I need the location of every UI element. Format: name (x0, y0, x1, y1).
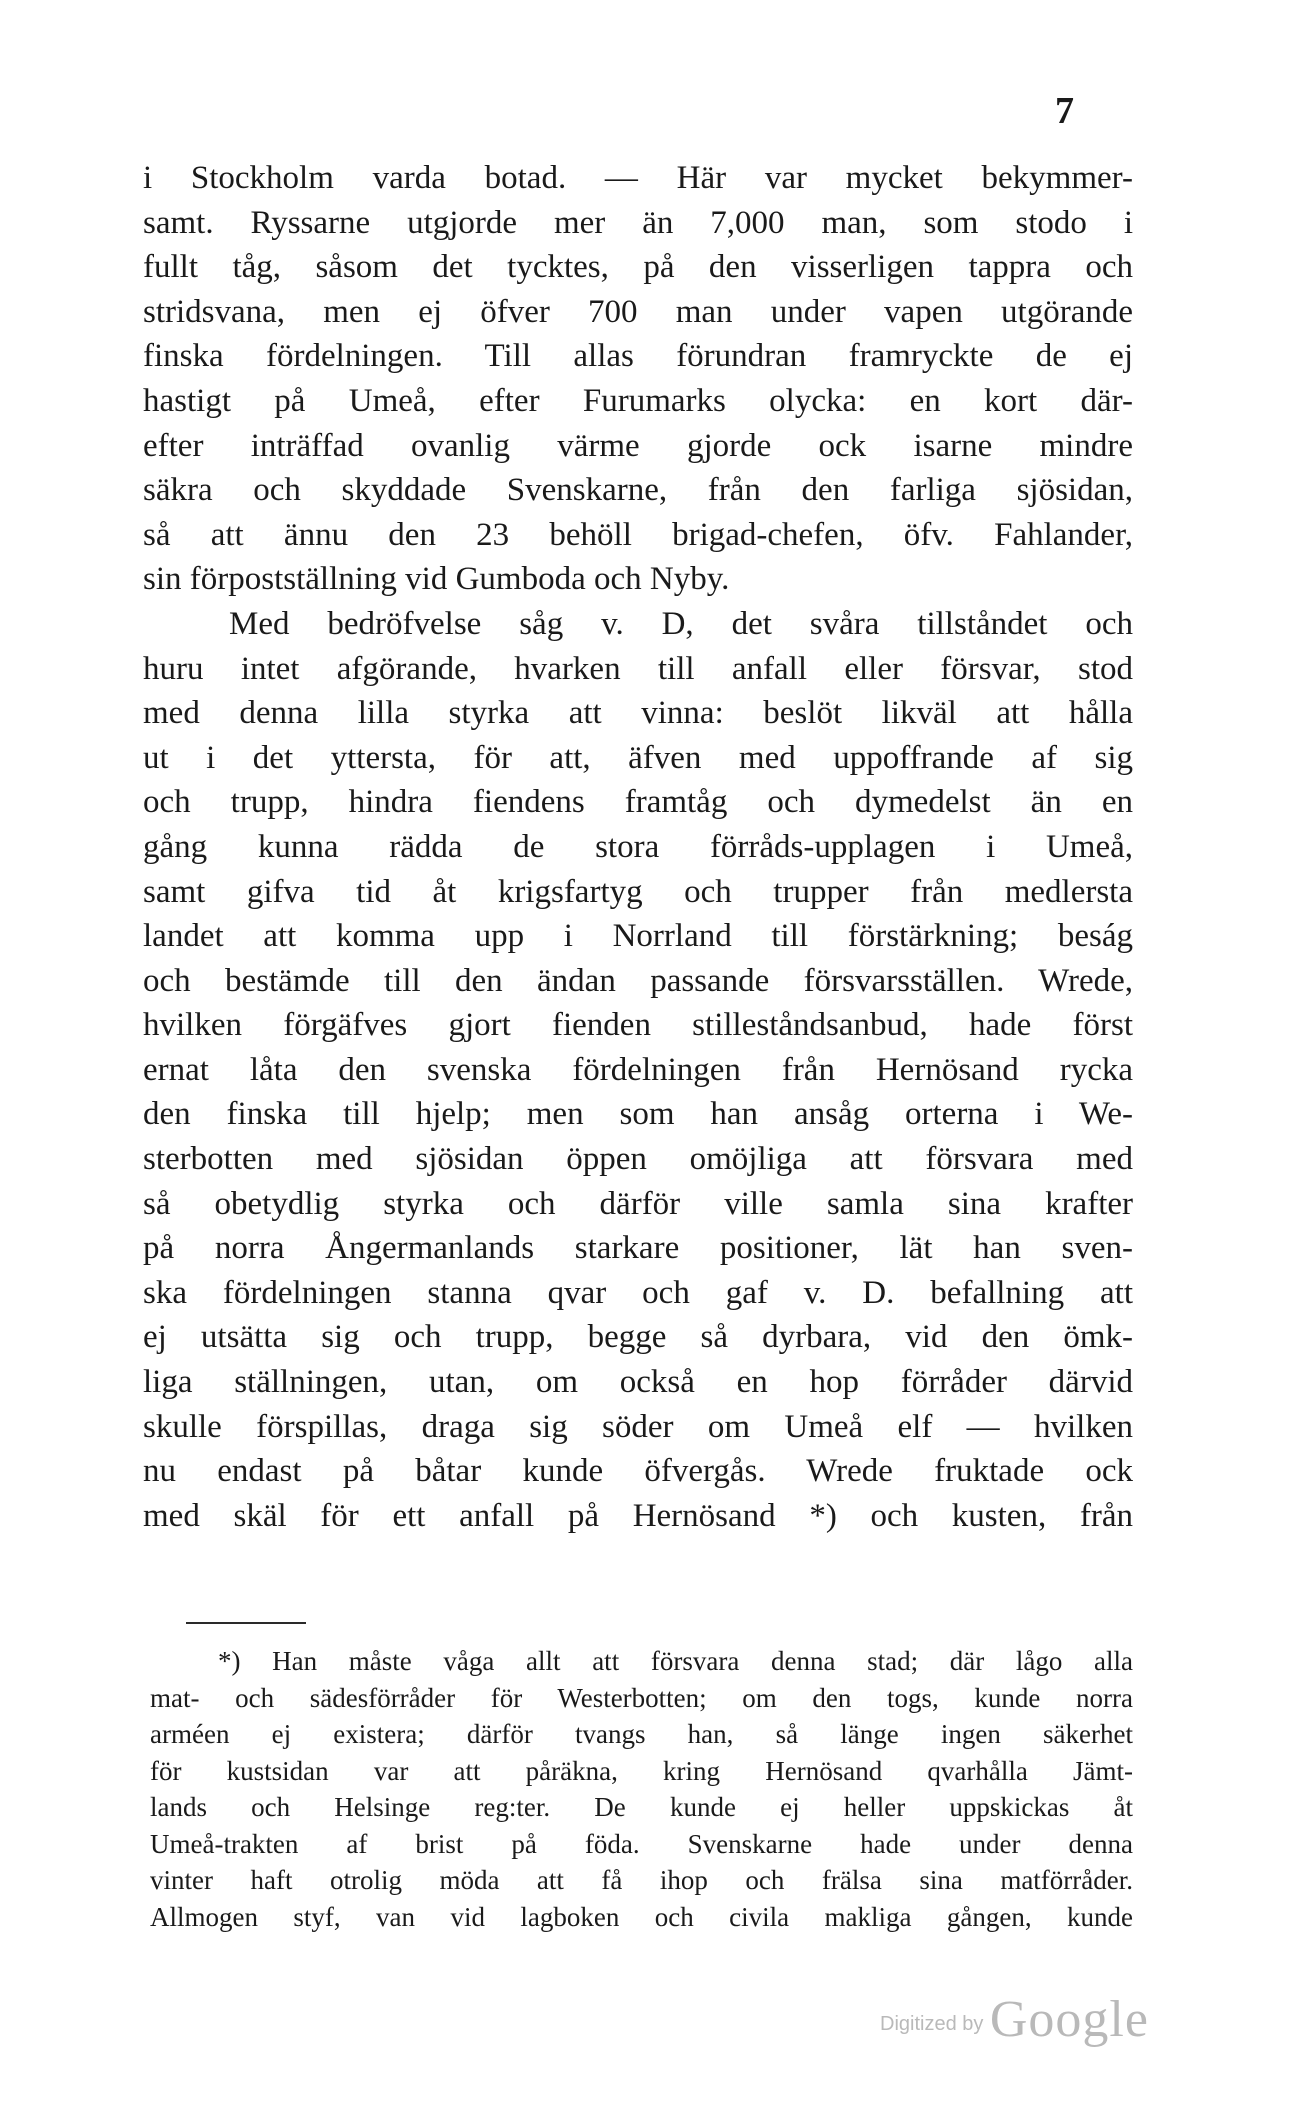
footnote-line: för kustsidan var att påräkna, kring Hernösand qvarhålla Jämt- (150, 1755, 1133, 1786)
paragraph-start-line: Med bedröfvelse såg v. D, det svåra tillståndet och (229, 605, 1133, 642)
text-line: liga ställningen, utan, om också en hop förråder därvid (143, 1364, 1133, 1401)
text-line: finska fördelningen. Till allas förundran framryckte de ej (143, 338, 1133, 375)
footnote-divider (186, 1622, 306, 1624)
text-line: ut i det yttersta, för att, äfven med uppoffrande af sig (143, 739, 1133, 776)
footnote-line: arméen ej existera; därför tvangs han, så länge ingen säkerhet (150, 1719, 1133, 1749)
text-line: hastigt på Umeå, efter Furumarks olycka: en kort där- (143, 382, 1133, 419)
footnote-line: vinter haft otrolig möda att få ihop och frälsa sina matförråder. (150, 1865, 1133, 1895)
text-line: fullt tåg, såsom det tycktes, på den visserligen tappra och (143, 249, 1133, 286)
text-line: samt. Ryssarne utgjorde mer än 7,000 man, som stodo i (143, 204, 1133, 241)
footnote-line: Umeå-trakten af brist på föda. Svenskarne hade under denna (150, 1828, 1133, 1859)
text-line: gång kunna rädda de stora förråds-upplagen i Umeå, (143, 828, 1133, 865)
body-text (143, 156, 1133, 1538)
footnote-line: *) Han måste våga allt att försvara denna stad; där lågo alla (218, 1646, 1133, 1676)
page-number: 7 (1055, 90, 1074, 132)
text-line: nu endast på båtar kunde öfvergås. Wrede fruktade ock (143, 1453, 1133, 1490)
footnote (150, 1643, 1133, 1935)
digitization-watermark (880, 1990, 1149, 2049)
text-line: så att ännu den 23 behöll brigad-chefen, öfv. Fahlander, (143, 516, 1133, 553)
text-line: ej utsätta sig och trupp, begge så dyrbara, vid den ömk- (143, 1319, 1133, 1356)
text-line: ernat låta den svenska fördelningen från Hernösand rycka (143, 1051, 1133, 1088)
text-line: stridsvana, men ej öfver 700 man under vapen utgörande (143, 293, 1133, 330)
google-logo: Google (989, 1991, 1149, 2048)
footnote-line: mat- och sädesförråder för Westerbotten; om den togs, kunde norra (150, 1682, 1133, 1713)
text-line: huru intet afgörande, hvarken till anfall eller försvar, stod (143, 650, 1133, 687)
text-line: landet att komma upp i Norrland till förstärkning; beság (143, 918, 1133, 955)
text-line: säkra och skyddade Svenskarne, från den farliga sjösidan, (143, 472, 1133, 509)
text-line: sin förpostställning vid Gumboda och Nyby. (143, 561, 730, 598)
watermark-prefix: Digitized by (880, 2013, 984, 2035)
text-line: med skäl för ett anfall på Hernösand *) och kusten, från (143, 1497, 1133, 1534)
text-line: skulle förspillas, draga sig söder om Umeå elf — hvilken (143, 1408, 1133, 1445)
text-line: sterbotten med sjösidan öppen omöjliga att försvara med (143, 1141, 1133, 1178)
text-line: så obetydlig styrka och därför ville samla sina krafter (143, 1185, 1133, 1222)
text-line: ska fördelningen stanna qvar och gaf v. D. befallning att (143, 1274, 1133, 1311)
text-line: och bestämde till den ändan passande försvarsställen. Wrede, (143, 962, 1133, 999)
text-line: i Stockholm varda botad. — Här var mycket bekymmer- (143, 160, 1133, 196)
text-line: hvilken förgäfves gjort fienden stilleståndsanbud, hade först (143, 1007, 1133, 1044)
text-line: efter inträffad ovanlig värme gjorde ock isarne mindre (143, 427, 1133, 464)
footnote-line: lands och Helsinge reg:ter. De kunde ej heller uppskickas åt (150, 1792, 1133, 1822)
footnote-line: Allmogen styf, van vid lagboken och civila makliga gången, kunde (150, 1901, 1133, 1932)
text-line: samt gifva tid åt krigsfartyg och trupper från medlersta (143, 873, 1133, 910)
text-line: och trupp, hindra fiendens framtåg och dymedelst än en (143, 784, 1133, 821)
text-line: den finska till hjelp; men som han ansåg orterna i We- (143, 1096, 1133, 1133)
text-line: på norra Ångermanlands starkare positioner, lät han sven- (143, 1230, 1133, 1267)
text-line: med denna lilla styrka att vinna: beslöt likväl att hålla (143, 695, 1133, 732)
